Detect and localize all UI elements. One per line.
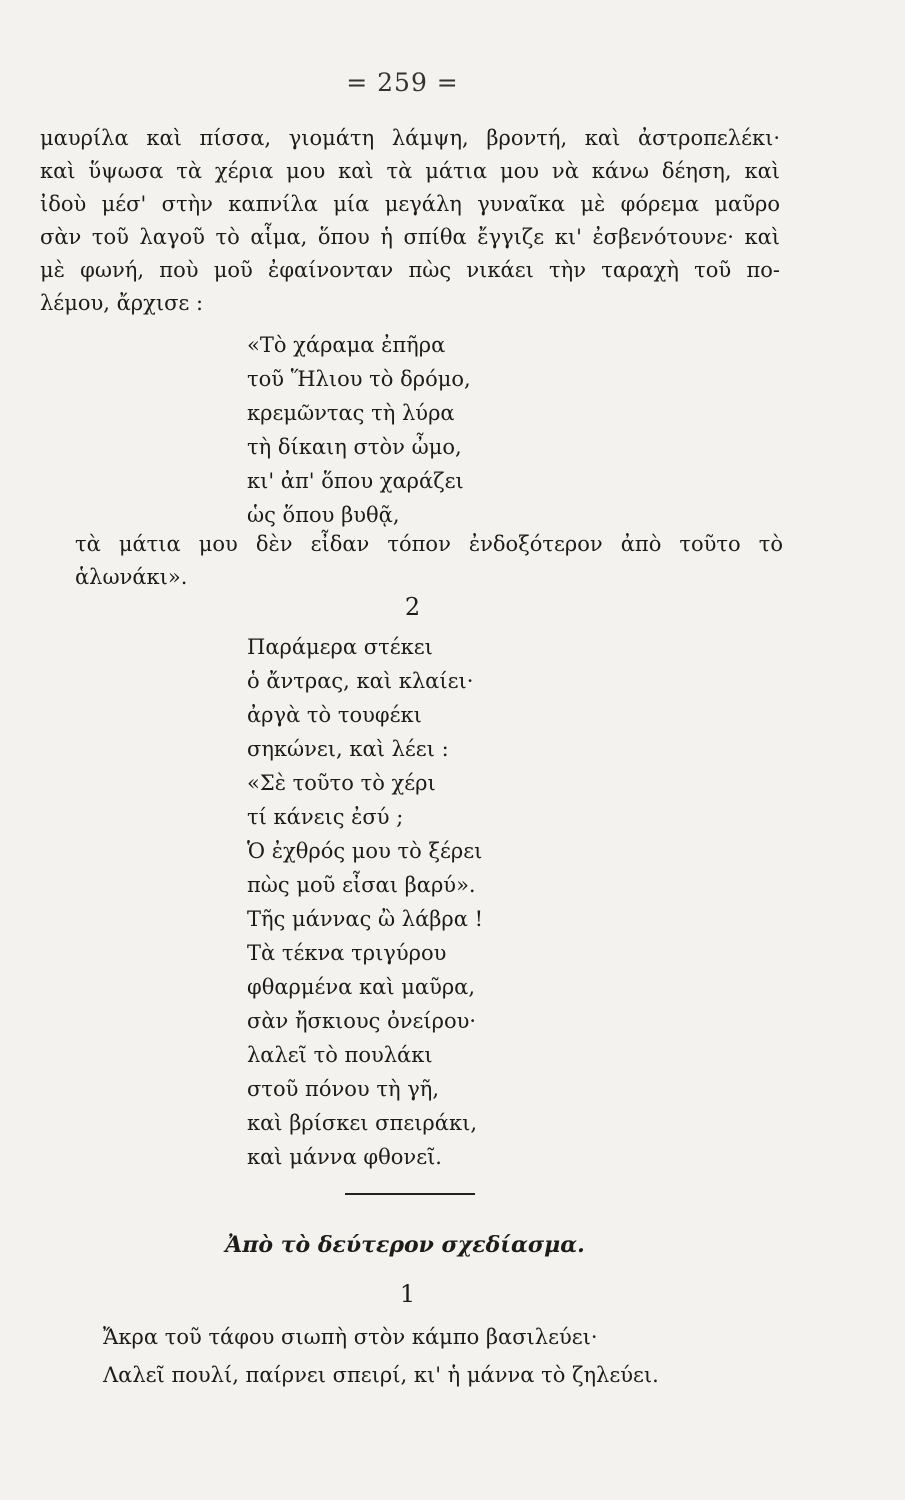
paragraph-line: τὰ μάτια μου δὲν εἶδαν τόπον ἐνδοξότερον ἀπὸ τοῦτο τὸ: [75, 532, 783, 556]
final-verse: [103, 1318, 659, 1394]
paragraph-line: μὲ φωνή, ποὺ μοῦ ἐφαίνονταν πὼς νικάει τὴν ταραχὴ τοῦ πο-: [40, 258, 780, 282]
verse-line: Παράμερα στέκει: [247, 635, 433, 659]
paragraph-line: καὶ ὕψωσα τὰ χέρια μου καὶ τὰ μάτια μου νὰ κάνω δέηση, καὶ: [40, 159, 780, 183]
verse-line: Τὰ τέκνα τριγύρου: [247, 941, 447, 965]
verse-line: ὡς ὅπου βυθᾷ,: [247, 503, 400, 527]
paragraph-line: ἁλωνάκι».: [75, 565, 188, 589]
verse-line: Τῆς μάννας ὢ λάβρα !: [247, 907, 484, 931]
paragraph-line: λέμου, ἄρχισε :: [40, 291, 204, 315]
verse-1: [247, 328, 471, 532]
verse-line: τὴ δίκαιη στὸν ὦμο,: [247, 435, 462, 459]
paragraph-1: [40, 122, 780, 320]
verse-line: καὶ βρίσκει σπειράκι,: [247, 1111, 477, 1135]
verse-line: πὼς μοῦ εἶσαι βαρύ».: [247, 873, 476, 897]
verse-line: Ὁ ἐχθρός μου τὸ ξέρει: [247, 839, 483, 863]
paragraph-line: σὰν τοῦ λαγοῦ τὸ αἷμα, ὅπου ἡ σπίθα ἔγγιζε κι' ἐσβενότουνε· καὶ: [40, 225, 780, 249]
verse-line: καὶ μάννα φθονεῖ.: [247, 1145, 442, 1169]
verse-line: στοῦ πόνου τὴ γῆ,: [247, 1077, 440, 1101]
verse-line: Λαλεῖ πουλί, παίρνει σπειρί, κι' ἡ μάννα τὸ ζηλεύει.: [103, 1363, 659, 1387]
verse-line: κι' ἀπ' ὅπου χαράζει: [247, 469, 464, 493]
paragraph-2: [75, 528, 783, 594]
verse-line: σὰν ἤσκιους ὀνείρου·: [247, 1009, 477, 1033]
verse-line: Ἄκρα τοῦ τάφου σιωπὴ στὸν κάμπο βασιλεύει·: [103, 1325, 598, 1349]
section-subtitle: Ἀπὸ τὸ δεύτερον σχεδίασμα.: [225, 1232, 585, 1258]
paragraph-line: μαυρίλα καὶ πίσσα, γιομάτη λάμψη, βροντή, καὶ ἀστροπελέκι·: [40, 126, 780, 150]
verse-line: κρεμῶντας τὴ λύρα: [247, 401, 455, 425]
section-number: 1: [399, 1280, 416, 1308]
verse-line: ὁ ἄντρας, καὶ κλαίει·: [247, 669, 474, 693]
verse-line: φθαρμένα καὶ μαῦρα,: [247, 975, 476, 999]
verse-line: τί κάνεις ἐσύ ;: [247, 805, 404, 829]
verse-line: «Τὸ χάραμα ἐπῆρα: [247, 333, 446, 357]
verse-line: σηκώνει, καὶ λέει :: [247, 737, 449, 761]
verse-line: ἀργὰ τὸ τουφέκι: [247, 703, 422, 727]
verse-line: λαλεῖ τὸ πουλάκι: [247, 1043, 433, 1067]
verse-line: τοῦ Ἥλιου τὸ δρόμο,: [247, 367, 471, 391]
page-number: = 259 =: [346, 68, 459, 97]
section-number: 2: [404, 593, 421, 621]
section-divider: [345, 1193, 475, 1195]
verse-2: [247, 630, 483, 1174]
paragraph-line: ἰδοὺ μέσ' στὴν καπνίλα μία μεγάλη γυναῖκα μὲ φόρεμα μαῦρο: [40, 192, 780, 216]
verse-line: «Σὲ τοῦτο τὸ χέρι: [247, 771, 436, 795]
